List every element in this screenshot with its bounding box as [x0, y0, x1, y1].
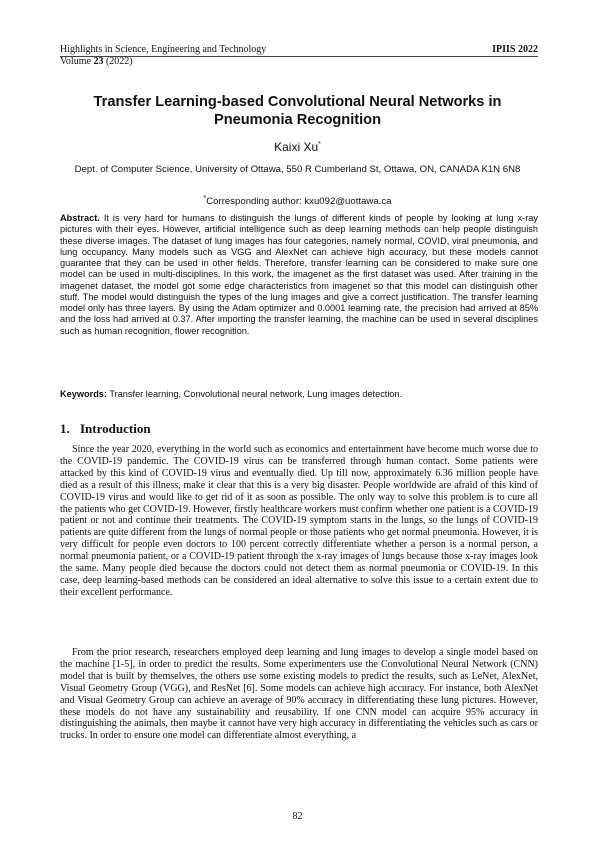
body-paragraph: Since the year 2020, everything in the world such as economics and entertainment have become much worse due to the COVID-19 pandemic. The COVID-19 virus can be transferred through human contact. Some patients were attacked by this kind of COVID-19 virus and eventually died. Up till now, approximately 6.36 million people have died as a result of this illness, make it clear that this is a very big disaster. People worldwide are afraid of this kind of COVID-19 virus and would like to get rid of it as soon as possible. The only way to solve this problem is to cure all the patients who get COVID-19. However, firstly healthcare workers must confirm whether one patient is a COVID-19 patient or not and continue their treatments. The COVID-19 symptom starts in the lungs, so the lungs of COVID-19 patients are quite different from the lungs of normal people or those patients who get normal pneumonia. However, it is very difficult for people even doctors to 100 percent correctly differentiate whether a person is a normal person, a normal pneumonia patient, or a COVID-19 patient through the x-ray images of lungs because those x-ray images look the same. Many people died because the doctors could not detect them as normal pneumonia or COVID-19. In this case, deep learning-based methods can be considered an ideal alternative to solve this issue to a certain extent due to their excellent performance.: [60, 444, 538, 598]
corresponding-mark: *: [203, 195, 207, 202]
conference-name: IPIIS 2022: [492, 44, 538, 55]
body-paragraph: From the prior research, researchers employed deep learning and lung images to develop a single model based on the machine [1-5], in order to predict the results. Some experimenters use the Convolutional Neural Network (CNN) model that is built by themselves, the others use some existing models to predict the results, such as LeNet, AlexNet, Visual Geometry Group (VGG), and ResNet [6]. Some models can achieve high accuracy. For instance, both AlexNet and Visual Geometry Group can achieve an average of 90% accuracy in differentiating these lung pictures. However, these models do not have any sustainability and reusability. If one CNN model can acquire 95% accuracy in distinguishing the animals, then maybe it cannot have very high accuracy in differentiating the vehicles such as cars or trucks. In order to ensure one model can differentiate almost everything, a: [60, 647, 538, 742]
volume-line: [60, 56, 266, 68]
volume-year: (2022): [103, 56, 133, 67]
page-number: 82: [292, 811, 303, 822]
journal-name: Highlights in Science, Engineering and Technology: [60, 44, 267, 55]
keywords-text: Transfer learning, Convolutional neural network, Lung images detection.: [106, 389, 403, 399]
volume-prefix: Volume: [60, 56, 94, 67]
keywords: [60, 389, 538, 400]
section-number: 1.: [60, 421, 70, 436]
abstract-text: It is very hard for humans to distinguish the lungs of different kinds of people by looking at lung x-ray pictures with their eyes. However, artificial intelligence such as deep learning methods can help people distinguish these diverse images. The dataset of lung images has four categories, namely normal, COVID, viral pneumonia, and lung occupancy. Many models such as VGG and AlexNet can achieve high accuracy, but these models cannot guarantee that they can be used in other fields. Therefore, transfer learning can be considered to make sure one model can be used in multi-disciplines. In this work, the imagenet as the first dataset was used. After training in the imagenet dataset, the model got some edge characteristics from imagenet so that this model can distinguish other stuff. The model would distinguish the types of the lung images and give a correct justification. The transfer learning model only has three layers. By using the Adam optimizer and 0.0001 learning rate, the precision had arrived at 85% and the loss had arrived at 0.37. After importing the transfer learning, the machine can be used in several disciplines such as human recognition, flower recognition.: [60, 213, 538, 336]
author-name: Kaixi Xu: [274, 140, 319, 154]
abstract: [60, 213, 538, 337]
abstract-label: Abstract.: [60, 213, 100, 223]
volume-number: 23: [93, 56, 104, 67]
corresponding-author: Corresponding author: kxu092@uottawa.ca: [206, 196, 392, 208]
section-heading: [60, 421, 151, 437]
keywords-label: Keywords:: [60, 389, 107, 399]
author-line: [0, 140, 595, 154]
paper-title: Transfer Learning-based Convolutional Neural Networks in Pneumonia Recognition: [93, 94, 502, 128]
section-title: Introduction: [80, 421, 151, 436]
header-rule: [60, 56, 538, 57]
affiliation: Dept. of Computer Science, University of Ottawa, 550 R Cumberland St, Ottawa, ON, CANADA K1N 6N8: [74, 164, 521, 175]
corresponding-line: [0, 195, 595, 207]
author-mark: *: [318, 141, 321, 148]
